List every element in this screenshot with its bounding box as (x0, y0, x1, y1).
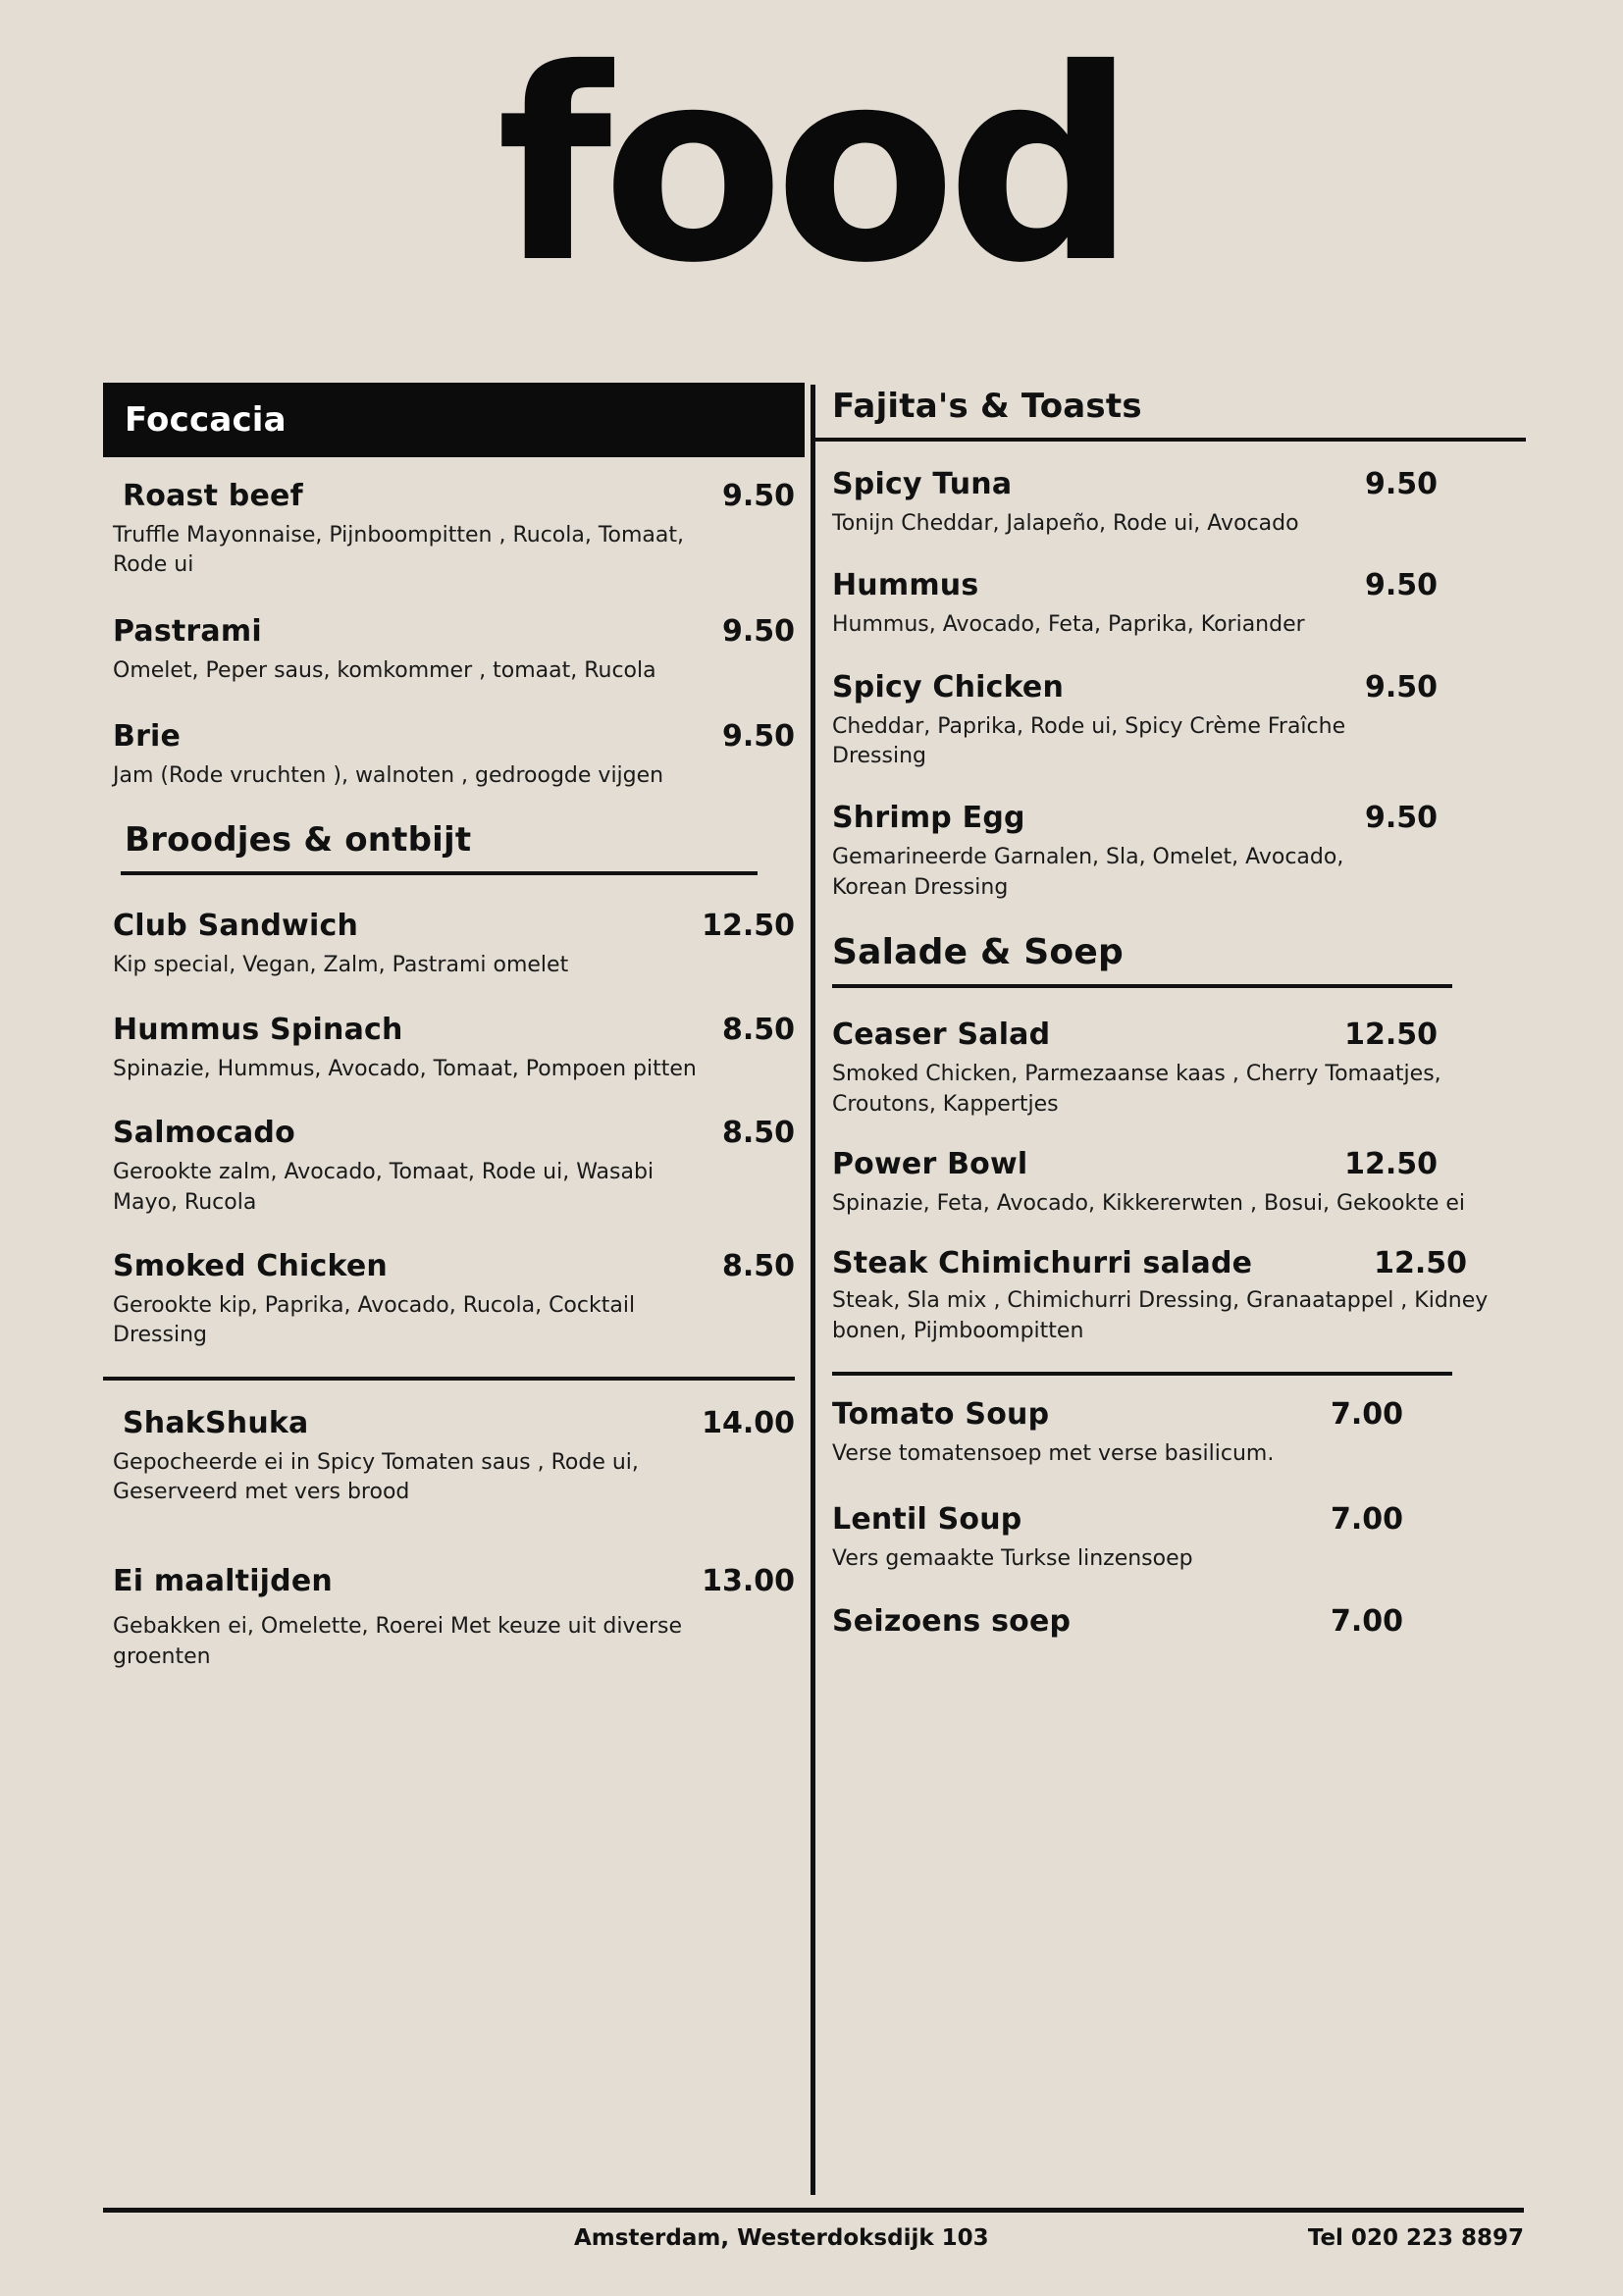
menu-item (113, 1564, 795, 1672)
item-price: 9.50 (1364, 467, 1438, 501)
item-name: Power Bowl (832, 1146, 1028, 1181)
page-title: food (497, 12, 1126, 321)
item-price: 12.50 (702, 909, 795, 944)
section-heading-broodjes: Broodjes & ontbijt (125, 820, 472, 861)
section-rule (103, 1377, 795, 1381)
section-heading-salade: Salade & Soep (832, 932, 1124, 973)
broodjes-items (103, 909, 805, 1350)
item-name: Pastrami (113, 613, 262, 649)
soup-items (814, 1397, 1526, 1639)
item-description: Steak, Sla mix , Chimichurri Dressing, Granaatappel , Kidney bonen, Pijmboompitten (832, 1288, 1489, 1343)
item-description: Jam (Rode vruchten ), walnoten , gedroogde vijgen (113, 763, 664, 789)
right-column (814, 383, 1526, 1664)
fajitas-items (814, 467, 1526, 903)
item-description: Omelet, Peper saus, komkommer , tomaat, Rucola (113, 657, 656, 683)
menu-item (113, 479, 795, 581)
foccacia-items (103, 479, 805, 791)
item-description: Hummus, Avocado, Feta, Paprika, Koriander (832, 612, 1305, 638)
item-description: Gepocheerde ei in Spicy Tomaten saus , Rode ui, Geserveerd met vers brood (113, 1449, 639, 1504)
menu-item (832, 801, 1516, 903)
salade-items (814, 1018, 1526, 1346)
footer-divider (103, 2208, 1524, 2213)
footer (103, 2225, 1524, 2251)
menu-item (113, 1406, 795, 1508)
menu-item (832, 1397, 1516, 1469)
item-description: Spinazie, Feta, Avocado, Kikkererwten , Bosui, Gekookte ei (832, 1190, 1466, 1216)
item-price: 9.50 (1364, 669, 1438, 704)
item-name: Steak Chimichurri salade (832, 1246, 1253, 1281)
menu-item (832, 467, 1516, 539)
item-name: Ei maaltijden (113, 1564, 333, 1599)
egg-items (103, 1406, 805, 1672)
item-name: Seizoens soep (832, 1603, 1072, 1639)
item-price: 7.00 (1330, 1603, 1403, 1639)
menu-item (832, 1147, 1516, 1219)
section-rule (121, 871, 758, 875)
item-description: Kip special, Vegan, Zalm, Pastrami omelet (113, 953, 569, 978)
item-name: Smoked Chicken (113, 1248, 388, 1283)
item-price: 7.00 (1330, 1396, 1403, 1432)
section-heading-foccacia: Foccacia (103, 383, 805, 457)
item-description: Cheddar, Paprika, Rode ui, Spicy Crème Fraîche Dressing (832, 713, 1346, 769)
section-rule (832, 1372, 1452, 1376)
item-price: 9.50 (721, 613, 795, 649)
item-description: Spinazie, Hummus, Avocado, Tomaat, Pompoen pitten (113, 1056, 697, 1081)
section-rule (832, 984, 1452, 988)
item-name: Brie (113, 719, 182, 755)
menu-item (832, 1502, 1516, 1574)
item-description: Gebakken ei, Omelette, Roerei Met keuze uit diverse groenten (113, 1614, 683, 1669)
item-name: Spicy Tuna (832, 467, 1013, 501)
menu-item (113, 614, 795, 686)
item-name: Club Sandwich (113, 909, 358, 944)
item-price: 9.50 (721, 719, 795, 755)
item-price: 7.00 (1330, 1502, 1403, 1538)
item-description: Gemarineerde Garnalen, Sla, Omelet, Avocado, Korean Dressing (832, 845, 1344, 900)
item-name: Shrimp Egg (832, 801, 1025, 836)
item-name: Tomato Soup (832, 1396, 1050, 1432)
item-name: ShakShuka (123, 1405, 309, 1440)
item-price: 9.50 (1364, 801, 1438, 836)
item-description: Truffle Mayonnaise, Pijnboompitten , Rucola, Tomaat, Rode ui (113, 523, 685, 578)
menu-item (832, 568, 1516, 640)
item-price: 8.50 (721, 1116, 795, 1151)
menu-item (113, 909, 795, 980)
item-name: Spicy Chicken (832, 669, 1065, 704)
item-name: Salmocado (113, 1116, 295, 1151)
menu-item (832, 670, 1516, 772)
footer-phone: Tel 020 223 8897 (1307, 2225, 1524, 2251)
menu-item (113, 1249, 795, 1351)
item-name: Roast beef (123, 479, 303, 513)
item-description: Smoked Chicken, Parmezaanse kaas , Cherry Tomaatjes, Croutons, Kappertjes (832, 1062, 1441, 1117)
menu-item (113, 1013, 795, 1084)
section-heading-fajitas: Fajita's & Toasts (832, 387, 1142, 426)
item-price: 9.50 (1364, 568, 1438, 603)
item-name: Ceaser Salad (832, 1018, 1051, 1053)
item-price: 13.00 (702, 1564, 795, 1599)
left-column (103, 383, 805, 1697)
item-description: Vers gemaakte Turkse linzensoep (832, 1546, 1193, 1572)
item-description: Tonijn Cheddar, Jalapeño, Rode ui, Avocado (832, 511, 1299, 536)
item-name: Lentil Soup (832, 1502, 1022, 1538)
item-description: Gerookte kip, Paprika, Avocado, Rucola, Cocktail Dressing (113, 1292, 636, 1348)
item-price: 14.00 (702, 1405, 795, 1440)
menu-item (113, 719, 795, 791)
item-price: 12.50 (1344, 1018, 1438, 1053)
item-name: Hummus Spinach (113, 1012, 403, 1047)
item-description: Verse tomatensoep met verse basilicum. (832, 1440, 1275, 1466)
item-description: Gerookte zalm, Avocado, Tomaat, Rode ui, Wasabi Mayo, Rucola (113, 1160, 654, 1215)
item-price: 12.50 (1344, 1146, 1438, 1181)
section-rule (814, 438, 1526, 442)
item-price: 8.50 (721, 1012, 795, 1047)
menu-item (113, 1116, 795, 1218)
menu-item (832, 1246, 1516, 1346)
item-price: 9.50 (721, 479, 795, 513)
menu-item (832, 1604, 1516, 1639)
item-price: 8.50 (721, 1248, 795, 1283)
menu-item (832, 1018, 1516, 1120)
footer-address: Amsterdam, Westerdoksdijk 103 (574, 2225, 989, 2251)
item-name: Hummus (832, 568, 979, 603)
item-price: 12.50 (1374, 1246, 1467, 1281)
